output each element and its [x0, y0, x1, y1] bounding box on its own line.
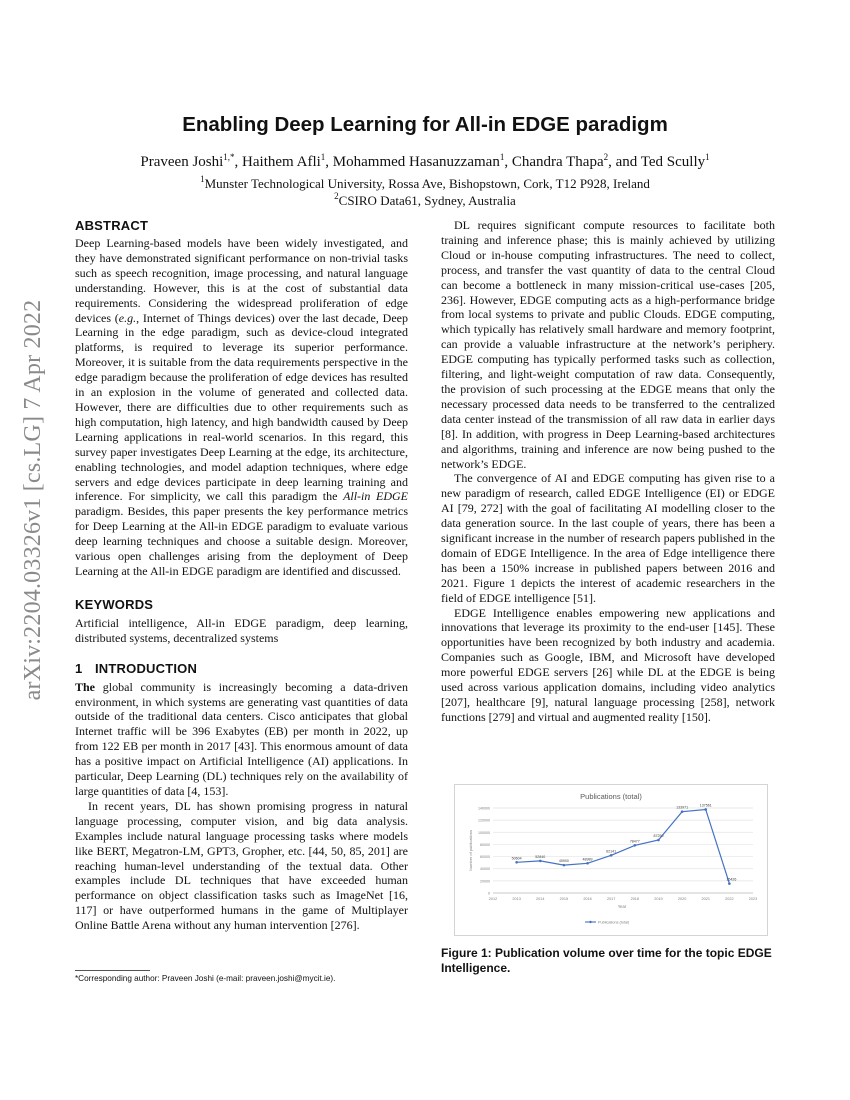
affiliation: $^2$CSIRO Data61, Sydney, Australia [334, 191, 516, 208]
author-list: Praveen Joshi$^{1,*}$, Haithem Afli$^1$, Mohammed Hasanuzzaman$^1$, Chandra Thapa$^2$, and Ted Scully$^1$ [140, 152, 710, 170]
abstract-text: Deep Learning-based models have been widely investigated, and they have demonstrated significant performance on non-trivial tasks such as speech recognition, image processing, and natural language understanding. However, this is at the cost of substantial data requirements. Considering the widespread proliferation of edge devices (e.g., Internet of Things devices) over the last decade, Deep Learning in the edge paradigm, such as device-cloud integrated platforms, is required to leverage its superior performance. Moreover, it is suitable from the data requirements perspective in the edge paradigm because the proliferation of edge devices has resulted in an explosion in the volume of generated and collected data. However, there are difficulties due to other requirements such as high computation, high latency, and high bandwidth caused by Deep Learning applications in real-world scenarios. In this regard, this survey paper investigates Deep Learning at the edge, its architecture, enabling technologies, and model adaption techniques, where edge servers and edge devices participate in deep learning training and inference. For simplicity, we call this paradigm the All-in EDGE paradigm. Besides, this paper presents the key performance metrics for Deep Learning at the All-in EDGE paradigm to evaluate various deep learning techniques and choose a suitable design. Moreover, various open challenges arising from the deployment of Deep Learning at the All-in EDGE paradigm are identified and discussed. [75, 236, 408, 578]
x-tick-label: 2014 [536, 897, 545, 901]
data-point [563, 864, 566, 867]
intro-paragraph: EDGE Intelligence enables empowering new applications and innovations that leverage its proximity to the end-user [145]. These opportunities have been recognized by both industry and academia. Companies such as Google, IBM, and Microsoft have developed more powerful EDGE servers [26] while DL at the EDGE is being used across various application domains, including video analytics [207], healthcare [9], natural language processing [258], network functions [279] and virtual and augmented reality [150]. [441, 605, 775, 724]
data-label: 45900 [558, 859, 569, 864]
legend-label: Publications (total) [598, 920, 630, 925]
intro-paragraph: DL requires significant compute resources to facilitate both training and inference phase; this is mainly achieved by utilizing Cloud or in-house computing infrastructures. The need to collect, process, and transfer the vast quantity of data to the central Cloud can become a bottleneck in many mission-critical use-cases [205, 236]. However, EDGE computing acts as a high-performance bridge from local systems to private and public Clouds. EDGE computing, which typically has relatively small hardware and memory footprint, can provide a valuable infrastructure at the network’s periphery. EDGE computing has typically performed tasks such as collection, filtering, and light-weight computation of raw data. Consequently, the provision of such processing at the EDGE means that only the necessary processed data needs to be transferred to the centralized data center instead of the transmission of all raw data in earlier days [8]. In addition, with progress in Deep Learning-based architectures and algorithms, training and inference are now being pushed to the network’s EDGE. [441, 218, 775, 471]
x-tick-label: 2018 [630, 897, 640, 901]
series-line [517, 810, 730, 884]
data-label: 48989 [582, 857, 593, 862]
x-tick-label: 2013 [512, 897, 521, 901]
arxiv-identifier[interactable]: arXiv:2204.03326v1 [cs.LG] 7 Apr 2022 [20, 299, 46, 701]
data-point [681, 810, 684, 813]
y-tick-label: 40000 [480, 867, 490, 872]
author: Praveen Joshi$^{1,*}$ [140, 152, 235, 170]
author: Haithem Afli$^1$ [242, 152, 326, 170]
x-tick-label: 2017 [606, 897, 616, 901]
data-label: 62141 [606, 849, 617, 854]
data-point [515, 861, 518, 864]
data-label: 137561 [699, 803, 712, 808]
right-column [441, 218, 775, 725]
figure-caption: Figure 1: Publication volume over time for the topic EDGE Intelligence. [441, 946, 772, 975]
x-tick-label: 2016 [583, 897, 592, 901]
y-tick-label: 120000 [478, 818, 490, 823]
x-tick-label: 2012 [488, 897, 498, 901]
intro-paragraph: In recent years, DL has shown promising progress in natural language processing, computer vision, and big data analysis. Examples include natural language processing tasks where models like BERT, Megatron-LM, GPT3, Gropher, etc. [44, 50, 85, 201] are reaching human-level understanding of the textual data. Other examples include DL techniques that have exceeded human performance on object classification tasks such as ImageNet [16, 117] or have outperformed humans in the game of Multiplayer Online Battle Arena without any human intervention [276]. [75, 798, 408, 933]
legend-marker [589, 921, 591, 923]
x-tick-label: 2015 [559, 897, 569, 901]
y-tick-label: 60000 [480, 855, 490, 860]
footnote: *Corresponding author: Praveen Joshi (e-mail: praveen.joshi@mycit.ie). [75, 974, 336, 983]
data-label: 15426 [726, 877, 737, 882]
y-tick-label: 0 [488, 891, 490, 896]
data-label: 133971 [676, 805, 689, 810]
keywords-heading: KEYWORDS [75, 596, 154, 612]
y-tick-label: 20000 [480, 879, 490, 884]
data-point [657, 839, 660, 842]
arxiv-sidebar [8, 290, 58, 710]
intro-paragraph: The convergence of AI and EDGE computing has given rise to a new paradigm of research, called EDGE Intelligence (EI) or EDGE AI [79, 272] with the goal of facilitating AI modelling closer to the data generation source. In the last couple of years, there has been a significant increase in the number of research papers published in the domain of EDGE Intelligence. In the area of Edge intelligence there has been a 150% increase in published papers between 2016 and 2021. Figure 1 depicts the interest of academic researchers in the field of EDGE intelligence [51]. [441, 471, 775, 605]
data-label: 50604 [511, 856, 522, 861]
figure-1 [454, 784, 768, 936]
y-tick-label: 100000 [478, 830, 490, 835]
intro-paragraph: The global community is increasingly becoming a data-driven environment, in which systems are generating vast quantities of data outside of the traditional data centers. Cisco anticipates that global Internet traffic will be 396 Exabytes (EB) per month in 2022, up from 122 EB per month in 2017 [43]. This enormous amount of data has a positive impact on Artificial Intelligence (AI) applications. In particular, Deep Learning (DL) techniques rely on the availability of large quantities of data [4, 153]. [75, 679, 408, 798]
affiliation: $^1$Munster Technological University, Rossa Ave, Bishopstown, Cork, T12 P928, Ireland [200, 174, 650, 191]
keywords-text: Artificial intelligence, All-in EDGE paradigm, deep learning, distributed systems, decentralized systems [75, 615, 408, 645]
y-axis-label: Number of publications [468, 830, 473, 871]
author: Ted Scully$^1$ [640, 152, 710, 170]
data-label: 87250 [653, 834, 664, 839]
footnote-divider [75, 970, 150, 971]
left-column [75, 218, 408, 933]
author: Chandra Thapa$^2$ [511, 152, 609, 170]
author: Mohammed Hasanuzzaman$^1$ [332, 152, 505, 170]
data-point [634, 844, 637, 847]
data-point [539, 860, 542, 863]
publications-line-chart [455, 785, 767, 935]
x-axis-label: Year [617, 904, 627, 909]
data-label: 52840 [535, 854, 546, 859]
data-label: 78477 [629, 839, 640, 844]
x-tick-label: 2023 [748, 897, 758, 901]
data-point [728, 882, 731, 885]
data-point [586, 862, 589, 865]
data-point [610, 854, 613, 857]
x-tick-label: 2021 [701, 897, 710, 901]
x-tick-label: 2019 [654, 897, 663, 901]
chart-title: Publications (total) [580, 792, 642, 801]
x-tick-label: 2022 [725, 897, 734, 901]
x-tick-label: 2020 [677, 897, 687, 901]
section-heading-introduction: 1 INTRODUCTION [75, 660, 198, 676]
y-tick-label: 80000 [480, 842, 490, 847]
paper-title: Enabling Deep Learning for All-in EDGE paradigm [182, 113, 668, 136]
abstract-heading: ABSTRACT [75, 218, 149, 233]
data-point [704, 808, 707, 811]
y-tick-label: 140000 [478, 806, 490, 811]
